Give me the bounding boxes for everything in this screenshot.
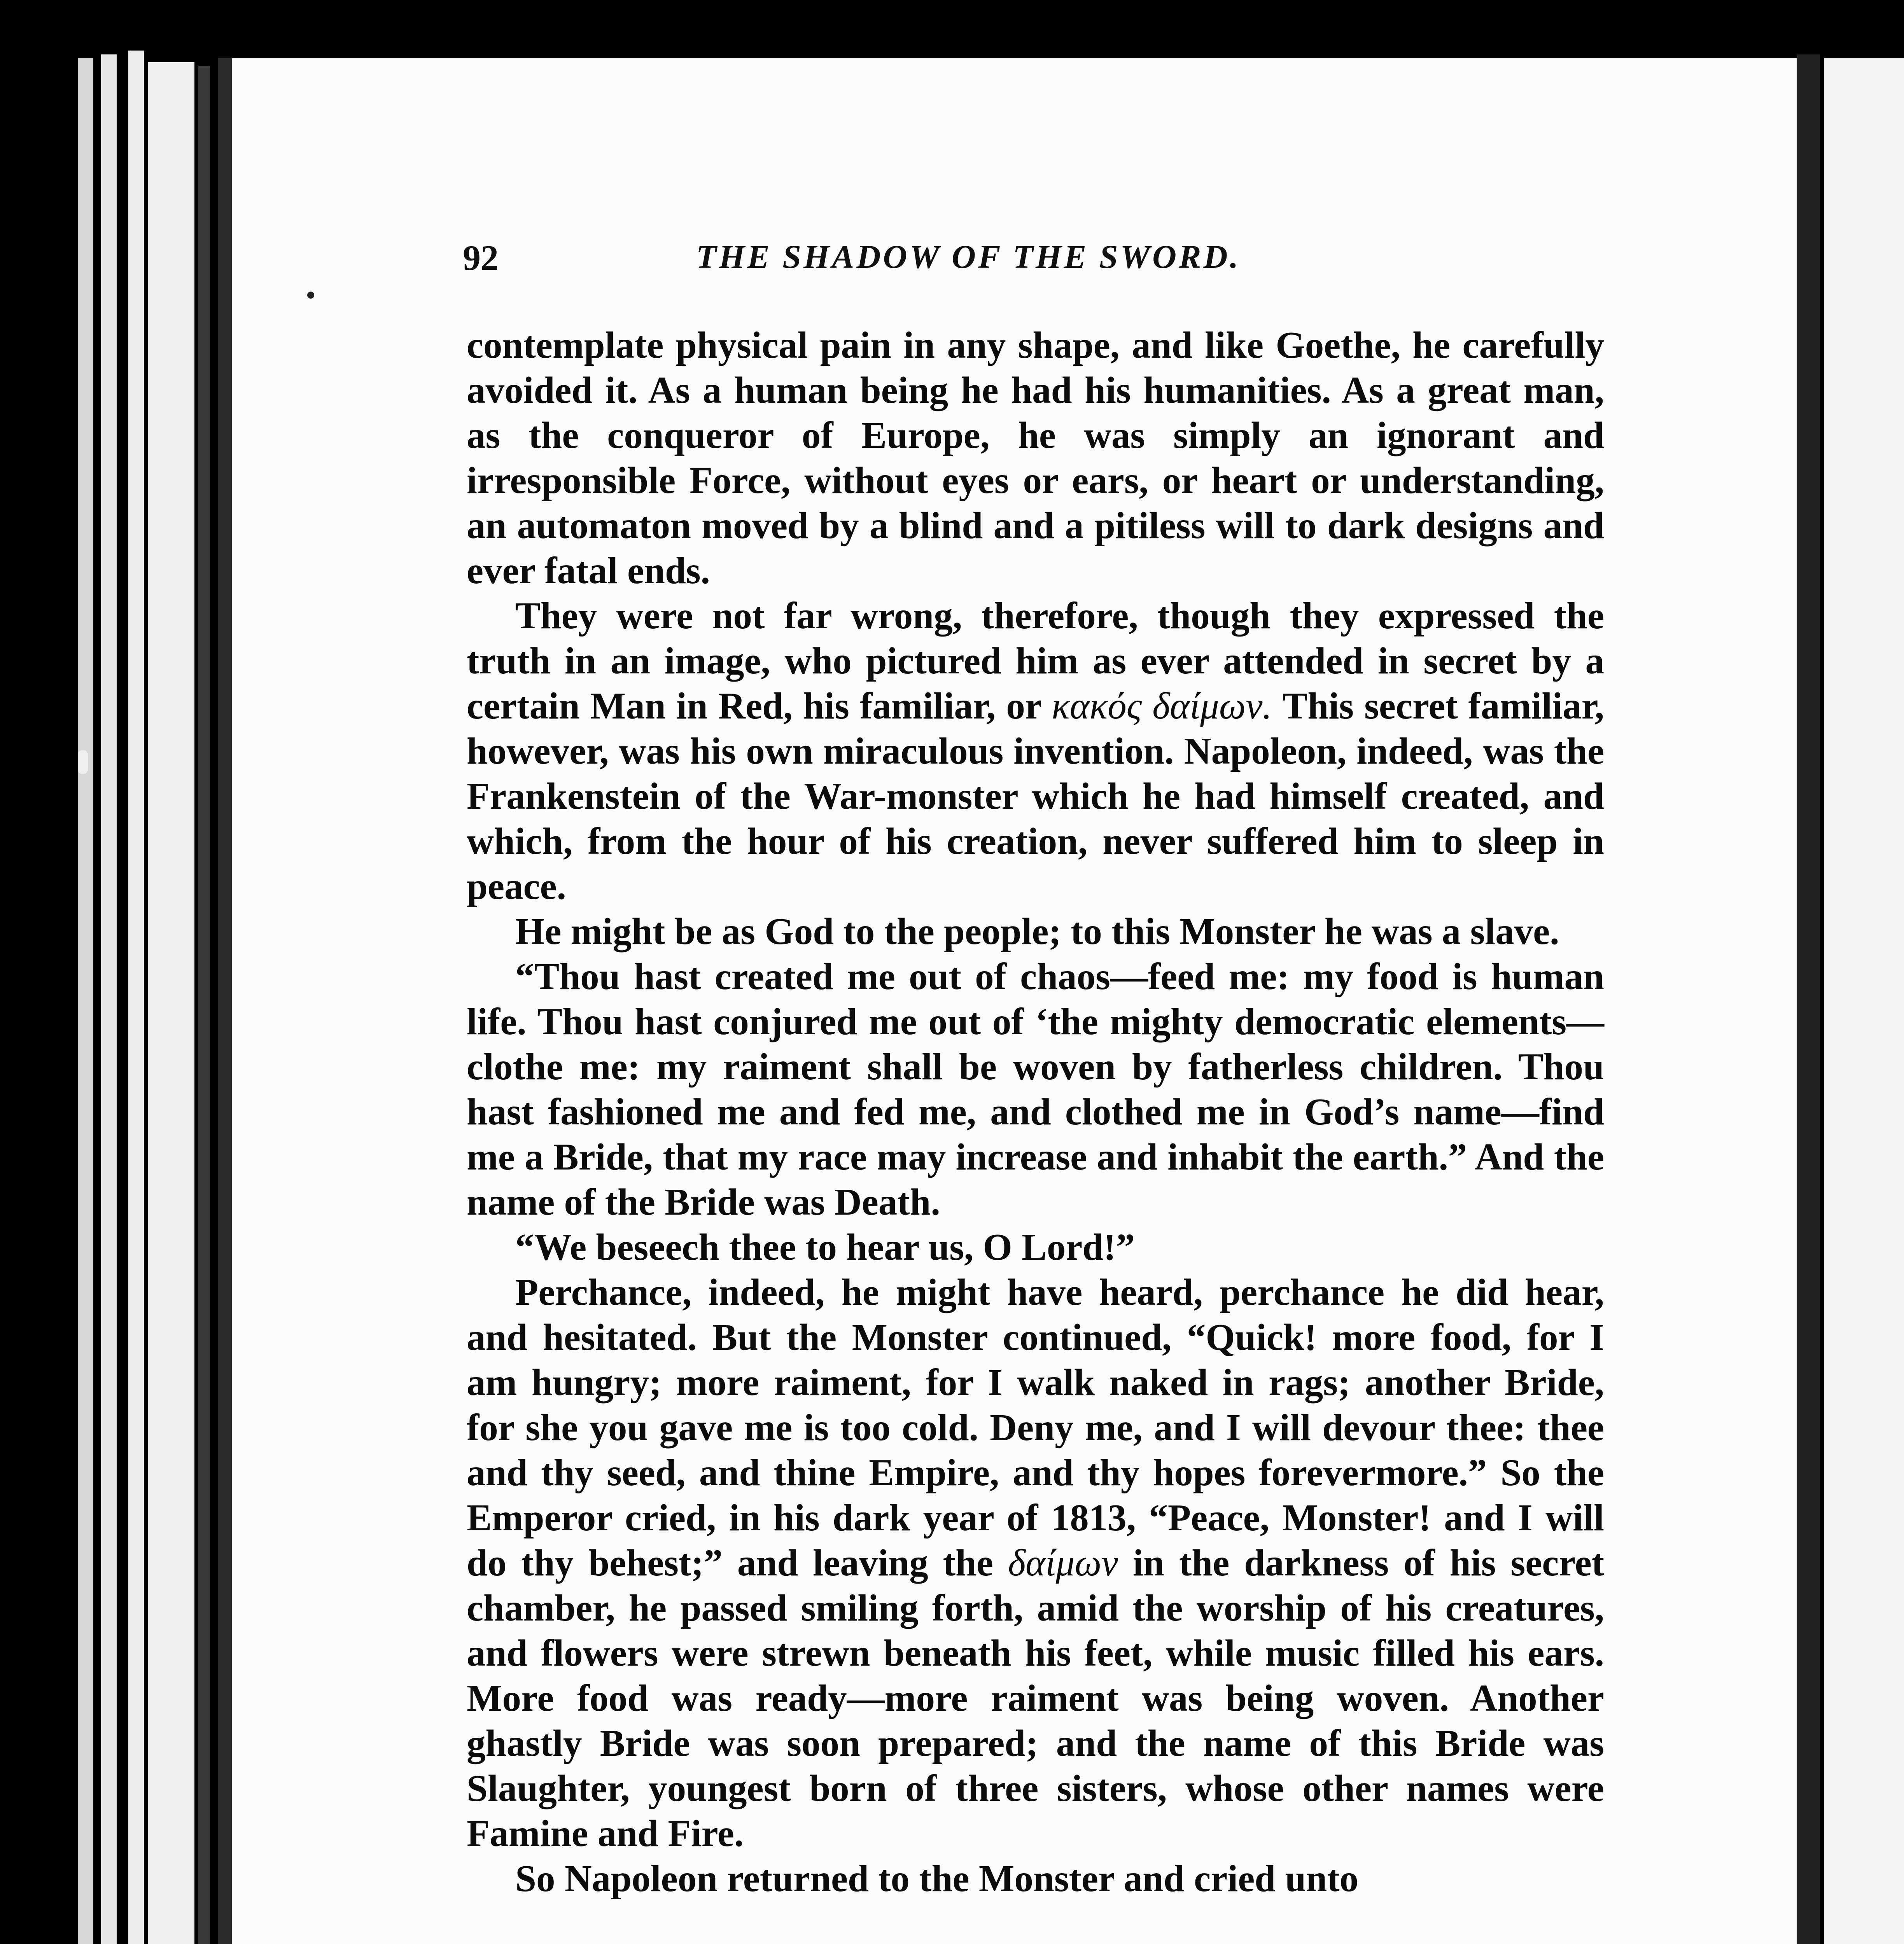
text-run: This secret familiar, however, was his own miraculous invention. Napoleon, indeed, was the Frankenstein of the War-monster which he had himself created, and which, from the hour of his creation, never suffered him to sleep in peace. bbox=[467, 685, 1605, 907]
body-text bbox=[467, 323, 1604, 1901]
page-edge-shadow bbox=[198, 66, 210, 1944]
paragraph bbox=[467, 593, 1604, 909]
paragraph: “Thou hast created me out of chaos—feed me: my food is human life. Thou hast conjured me out of ‘the mighty democratic elements—clothe me: my raiment shall be woven by fatherless children. Thou hast fashioned me and fed me, and clothed me in God’s name—find me a Bride, that my race may increase and inhabit the earth.” And the name of the Bride was Death. bbox=[467, 956, 1604, 1223]
page-edge bbox=[128, 51, 144, 1944]
paragraph: contemplate physical pain in any shape, and like Goethe, he carefully avoided it. As a human being he had his humanities. As a great man, as the conqueror of Europe, he was simply an ignorant and irresponsible Force, without eyes or ears, or heart or understanding, an automaton moved by a blind and a pitiless will to dark designs and ever fatal ends. bbox=[467, 324, 1604, 591]
page-edge bbox=[101, 54, 117, 1944]
text-run: in the darkness of his secret chamber, he passed smiling forth, amid the worship of his creatures, and flowers were strewn beneath his feet, while music filled his ears. More food was ready—more raiment was being woven. Another ghastly Bride was soon prepared; and the name of this Bride was Slaughter, youngest born of three sisters, whose other names were Famine and Fire. bbox=[467, 1542, 1605, 1854]
page-edge bbox=[148, 62, 194, 1944]
running-head bbox=[463, 237, 1610, 280]
text-run: They were not far wrong, therefore, though they expressed the truth in an image, who pictured him as ever attended in secret by a certain Man in Red, his familiar, or bbox=[467, 595, 1604, 727]
paragraph: He might be as God to the people; to this Monster he was a slave. bbox=[515, 911, 1559, 952]
greek-phrase: κακός δαίμων. bbox=[1052, 685, 1272, 727]
paragraph bbox=[467, 1270, 1604, 1856]
page-number: 92 bbox=[463, 238, 499, 278]
gutter-shadow bbox=[1797, 54, 1820, 1944]
page-edge bbox=[78, 58, 93, 1944]
paragraph: “We beseech thee to hear us, O Lord!” bbox=[515, 1226, 1135, 1268]
greek-word: δαίμων bbox=[1008, 1542, 1118, 1584]
facing-page-edge bbox=[1824, 58, 1904, 1944]
scan-speck bbox=[78, 750, 88, 774]
text-run: Perchance, indeed, he might have heard, perchance he did hear, and hesitated. But the Monster continued, “Quick! more food, for I am hungry; more raiment, for I walk naked in rags; another Bride, for she you gave me is too cold. Deny me, and I will devour thee: thee and thy seed, and thine Empire, and thy hopes forevermore.” So the Emperor cried, in his dark year of 1813, “Peace, Monster! and I will do thy behest;” and leaving the bbox=[467, 1271, 1604, 1584]
scan-speck bbox=[307, 292, 314, 299]
running-title: THE SHADOW OF THE SWORD. bbox=[696, 238, 1241, 275]
paragraph: So Napoleon returned to the Monster and cried unto bbox=[515, 1858, 1359, 1899]
